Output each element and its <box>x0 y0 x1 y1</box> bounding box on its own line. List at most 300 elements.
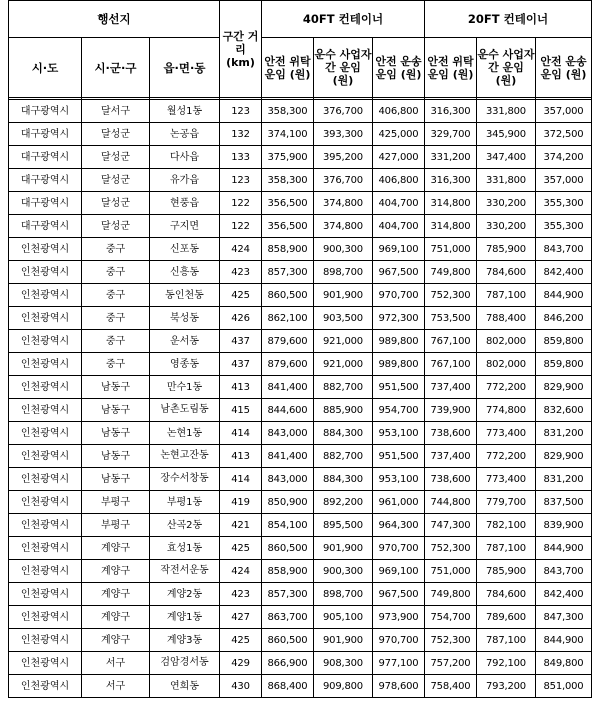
dong-cell: 유가읍 <box>150 169 220 192</box>
sigungu-cell: 계양구 <box>82 629 150 652</box>
sigungu-cell: 계양구 <box>82 606 150 629</box>
fare-20-safe-consign-cell: 752,300 <box>425 629 477 652</box>
fare-20-safe-consign-cell: 751,000 <box>425 238 477 261</box>
fare-40-safe-consign-cell: 375,900 <box>262 146 314 169</box>
table-row <box>9 376 592 399</box>
fare-40-carrier-cell: 885,900 <box>314 399 373 422</box>
fare-40-carrier-cell: 395,200 <box>314 146 373 169</box>
fare-20-safe-consign-cell: 738,600 <box>425 422 477 445</box>
fare-40-safe-transport-cell: 969,100 <box>373 238 425 261</box>
sigungu-cell: 중구 <box>82 238 150 261</box>
fare-20-safe-consign-cell: 752,300 <box>425 537 477 560</box>
fare-40-safe-consign-cell: 841,400 <box>262 445 314 468</box>
distance-cell: 425 <box>220 537 262 560</box>
distance-cell: 415 <box>220 399 262 422</box>
fare-20-safe-transport-cell: 842,400 <box>536 261 592 284</box>
fare-40-safe-transport-cell: 961,000 <box>373 491 425 514</box>
fare-20-safe-transport-cell: 851,000 <box>536 675 592 698</box>
fare-40-safe-consign-cell: 356,500 <box>262 192 314 215</box>
table-row <box>9 330 592 353</box>
header-row-1 <box>9 1 592 38</box>
table-row <box>9 353 592 376</box>
fare-40-carrier-cell: 898,700 <box>314 261 373 284</box>
sigungu-cell: 계양구 <box>82 583 150 606</box>
dong-cell: 운서동 <box>150 330 220 353</box>
sido-cell: 인천광역시 <box>9 353 82 376</box>
distance-cell: 437 <box>220 353 262 376</box>
fare-20-safe-transport-cell: 839,900 <box>536 514 592 537</box>
fare-20-safe-transport-cell: 844,900 <box>536 284 592 307</box>
fare-40-safe-consign-cell: 860,500 <box>262 537 314 560</box>
sido-cell: 인천광역시 <box>9 238 82 261</box>
fare-20-carrier-cell: 779,700 <box>477 491 536 514</box>
fare-40-safe-consign-cell: 879,600 <box>262 353 314 376</box>
sido-cell: 인천광역시 <box>9 514 82 537</box>
header-row-2 <box>9 38 592 98</box>
sido-cell: 대구광역시 <box>9 215 82 238</box>
fare-40-safe-transport-header: 안전 운송 운임 (원) <box>373 38 425 98</box>
distance-cell: 413 <box>220 445 262 468</box>
fare-20-safe-transport-cell: 829,900 <box>536 445 592 468</box>
table-row <box>9 468 592 491</box>
fare-40-carrier-cell: 376,700 <box>314 100 373 123</box>
fare-20-safe-consign-cell: 747,300 <box>425 514 477 537</box>
distance-cell: 421 <box>220 514 262 537</box>
fare-20-safe-consign-cell: 749,800 <box>425 583 477 606</box>
distance-cell: 133 <box>220 146 262 169</box>
fare-40-safe-consign-cell: 857,300 <box>262 261 314 284</box>
sido-cell: 인천광역시 <box>9 330 82 353</box>
sido-cell: 인천광역시 <box>9 583 82 606</box>
fare-20-carrier-cell: 793,200 <box>477 675 536 698</box>
fare-40-carrier-cell: 374,800 <box>314 215 373 238</box>
fare-20-safe-consign-cell: 753,500 <box>425 307 477 330</box>
distance-cell: 132 <box>220 123 262 146</box>
table-row <box>9 284 592 307</box>
sigungu-cell: 중구 <box>82 284 150 307</box>
fare-20-safe-consign-cell: 752,300 <box>425 284 477 307</box>
dong-cell: 영종동 <box>150 353 220 376</box>
dong-cell: 검암경서동 <box>150 652 220 675</box>
distance-cell: 430 <box>220 675 262 698</box>
fare-40-safe-transport-cell: 967,500 <box>373 261 425 284</box>
fare-40-carrier-cell: 884,300 <box>314 468 373 491</box>
fare-20-carrier-cell: 785,900 <box>477 560 536 583</box>
sigungu-cell: 중구 <box>82 307 150 330</box>
table-row <box>9 100 592 123</box>
distance-header: 구간 거리 (km) <box>220 1 262 98</box>
dong-cell: 현풍읍 <box>150 192 220 215</box>
fare-20-safe-transport-cell: 355,300 <box>536 192 592 215</box>
table-row <box>9 514 592 537</box>
sido-cell: 대구광역시 <box>9 192 82 215</box>
table-row <box>9 307 592 330</box>
dong-cell: 동인천동 <box>150 284 220 307</box>
fare-20-safe-consign-cell: 316,300 <box>425 100 477 123</box>
sigungu-cell: 부평구 <box>82 491 150 514</box>
table-row <box>9 445 592 468</box>
sigungu-cell: 달성군 <box>82 123 150 146</box>
fare-20-carrier-cell: 784,600 <box>477 261 536 284</box>
sido-cell: 대구광역시 <box>9 123 82 146</box>
fare-20-carrier-cell: 772,200 <box>477 445 536 468</box>
sigungu-header: 시·군·구 <box>82 38 150 98</box>
fare-20-safe-consign-cell: 314,800 <box>425 192 477 215</box>
fare-20-safe-transport-cell: 859,800 <box>536 330 592 353</box>
fare-20-safe-transport-cell: 837,500 <box>536 491 592 514</box>
fare-40-safe-consign-cell: 358,300 <box>262 100 314 123</box>
dong-cell: 구지면 <box>150 215 220 238</box>
fare-20-safe-transport-cell: 374,200 <box>536 146 592 169</box>
dong-cell: 계양2동 <box>150 583 220 606</box>
fare-20-carrier-cell: 802,000 <box>477 353 536 376</box>
fare-20-safe-transport-cell: 357,000 <box>536 100 592 123</box>
table-row <box>9 583 592 606</box>
fare-40-carrier-cell: 901,900 <box>314 284 373 307</box>
fare-40-safe-consign-cell: 866,900 <box>262 652 314 675</box>
table-row <box>9 169 592 192</box>
fare-20-carrier-cell: 773,400 <box>477 422 536 445</box>
fare-20-safe-consign-cell: 744,800 <box>425 491 477 514</box>
sido-cell: 인천광역시 <box>9 606 82 629</box>
fare-20-carrier-cell: 787,100 <box>477 284 536 307</box>
fare-20-safe-transport-cell: 843,700 <box>536 560 592 583</box>
sigungu-cell: 서구 <box>82 652 150 675</box>
dong-cell: 신흥동 <box>150 261 220 284</box>
fare-20-safe-consign-cell: 749,800 <box>425 261 477 284</box>
sido-cell: 대구광역시 <box>9 169 82 192</box>
fare-40-safe-transport-cell: 425,000 <box>373 123 425 146</box>
fare-40-safe-transport-cell: 404,700 <box>373 192 425 215</box>
fare-table-body <box>9 98 592 698</box>
fare-20-carrier-cell: 331,800 <box>477 100 536 123</box>
fare-40-safe-consign-cell: 860,500 <box>262 284 314 307</box>
fare-20-carrier-cell: 787,100 <box>477 537 536 560</box>
fare-20-safe-consign-cell: 758,400 <box>425 675 477 698</box>
distance-cell: 424 <box>220 560 262 583</box>
distance-cell: 123 <box>220 100 262 123</box>
fare-20-safe-consign-cell: 737,400 <box>425 445 477 468</box>
fare-40-carrier-cell: 895,500 <box>314 514 373 537</box>
sido-cell: 인천광역시 <box>9 376 82 399</box>
fare-20-safe-consign-cell: 767,100 <box>425 330 477 353</box>
fare-20-safe-consign-cell: 316,300 <box>425 169 477 192</box>
sigungu-cell: 중구 <box>82 330 150 353</box>
sido-cell: 인천광역시 <box>9 675 82 698</box>
fare-40-safe-transport-cell: 406,800 <box>373 100 425 123</box>
fare-40-safe-consign-cell: 854,100 <box>262 514 314 537</box>
fare-40-safe-transport-cell: 977,100 <box>373 652 425 675</box>
dong-cell: 논공읍 <box>150 123 220 146</box>
fare-40-safe-transport-cell: 969,100 <box>373 560 425 583</box>
table-row <box>9 629 592 652</box>
distance-cell: 423 <box>220 261 262 284</box>
fare-20-safe-transport-header: 안전 운송 운임 (원) <box>536 38 592 98</box>
fare-20-safe-transport-cell: 849,800 <box>536 652 592 675</box>
fare-40-safe-transport-cell: 951,500 <box>373 376 425 399</box>
sigungu-cell: 부평구 <box>82 514 150 537</box>
sigungu-cell: 달성군 <box>82 192 150 215</box>
dong-cell: 계양3동 <box>150 629 220 652</box>
table-row <box>9 491 592 514</box>
fare-20-safe-transport-cell: 829,900 <box>536 376 592 399</box>
fare-20-safe-transport-cell: 844,900 <box>536 629 592 652</box>
sido-cell: 인천광역시 <box>9 652 82 675</box>
fare-40-safe-consign-cell: 858,900 <box>262 560 314 583</box>
sido-cell: 인천광역시 <box>9 468 82 491</box>
table-row <box>9 123 592 146</box>
sido-cell: 인천광역시 <box>9 445 82 468</box>
fare-20-safe-consign-cell: 754,700 <box>425 606 477 629</box>
fare-40-safe-transport-cell: 970,700 <box>373 629 425 652</box>
fare-40-carrier-cell: 898,700 <box>314 583 373 606</box>
sigungu-cell: 달서구 <box>82 100 150 123</box>
sido-cell: 인천광역시 <box>9 629 82 652</box>
sido-header: 시·도 <box>9 38 82 98</box>
dong-cell: 다사읍 <box>150 146 220 169</box>
sido-cell: 인천광역시 <box>9 491 82 514</box>
dong-cell: 연희동 <box>150 675 220 698</box>
fare-40-carrier-cell: 901,900 <box>314 537 373 560</box>
fare-40-carrier-cell: 908,300 <box>314 652 373 675</box>
fare-40-safe-transport-cell: 406,800 <box>373 169 425 192</box>
fare-40-safe-transport-cell: 964,300 <box>373 514 425 537</box>
fare-20-safe-transport-cell: 844,900 <box>536 537 592 560</box>
fare-20-safe-consign-header: 안전 위탁 운임 (원) <box>425 38 477 98</box>
fare-40-safe-transport-cell: 954,700 <box>373 399 425 422</box>
sigungu-cell: 중구 <box>82 353 150 376</box>
fare-40-safe-transport-cell: 973,900 <box>373 606 425 629</box>
sido-cell: 인천광역시 <box>9 399 82 422</box>
route-group-header: 행선지 <box>9 1 220 38</box>
fare-20-carrier-cell: 785,900 <box>477 238 536 261</box>
fare-40-safe-consign-cell: 374,100 <box>262 123 314 146</box>
fare-20-carrier-header: 운수 사업자 간 운임 (원) <box>477 38 536 98</box>
fare-20-carrier-cell: 772,200 <box>477 376 536 399</box>
fare-40-carrier-cell: 374,800 <box>314 192 373 215</box>
fare-40-safe-consign-header: 안전 위탁 운임 (원) <box>262 38 314 98</box>
fare-20-safe-consign-cell: 738,600 <box>425 468 477 491</box>
dong-cell: 만수1동 <box>150 376 220 399</box>
distance-cell: 123 <box>220 169 262 192</box>
table-row <box>9 652 592 675</box>
table-row <box>9 261 592 284</box>
table-row <box>9 399 592 422</box>
fare-20-safe-consign-cell: 331,200 <box>425 146 477 169</box>
fare-20-carrier-cell: 347,400 <box>477 146 536 169</box>
fare-20-carrier-cell: 773,400 <box>477 468 536 491</box>
fare-20-carrier-cell: 802,000 <box>477 330 536 353</box>
dong-cell: 작전서운동 <box>150 560 220 583</box>
fare-40-safe-transport-cell: 978,600 <box>373 675 425 698</box>
fare-40-carrier-cell: 905,100 <box>314 606 373 629</box>
distance-cell: 427 <box>220 606 262 629</box>
fare-20-carrier-cell: 787,100 <box>477 629 536 652</box>
fare-40-carrier-cell: 900,300 <box>314 560 373 583</box>
fare-20-carrier-cell: 345,900 <box>477 123 536 146</box>
sido-cell: 인천광역시 <box>9 307 82 330</box>
table-row <box>9 146 592 169</box>
fare-40-carrier-cell: 921,000 <box>314 353 373 376</box>
dong-cell: 계양1동 <box>150 606 220 629</box>
fare-40-safe-transport-cell: 989,800 <box>373 330 425 353</box>
fare-20-safe-transport-cell: 842,400 <box>536 583 592 606</box>
fare-40-safe-transport-cell: 970,700 <box>373 537 425 560</box>
fare-20-safe-transport-cell: 355,300 <box>536 215 592 238</box>
fare-20-safe-consign-cell: 314,800 <box>425 215 477 238</box>
sigungu-cell: 계양구 <box>82 560 150 583</box>
fare-40-safe-consign-cell: 868,400 <box>262 675 314 698</box>
fare-40-carrier-header: 운수 사업자 간 운임 (원) <box>314 38 373 98</box>
distance-cell: 122 <box>220 192 262 215</box>
fare-40-carrier-cell: 884,300 <box>314 422 373 445</box>
dong-cell: 산곡2동 <box>150 514 220 537</box>
fare-20-safe-transport-cell: 831,200 <box>536 468 592 491</box>
table-row <box>9 537 592 560</box>
dong-cell: 효성1동 <box>150 537 220 560</box>
distance-cell: 414 <box>220 468 262 491</box>
fare-20-carrier-cell: 784,600 <box>477 583 536 606</box>
fare-40-carrier-cell: 903,500 <box>314 307 373 330</box>
fare-20-safe-transport-cell: 843,700 <box>536 238 592 261</box>
fare-20-safe-transport-cell: 372,500 <box>536 123 592 146</box>
dong-cell: 논현고잔동 <box>150 445 220 468</box>
distance-cell: 122 <box>220 215 262 238</box>
fare-20-carrier-cell: 782,100 <box>477 514 536 537</box>
sigungu-cell: 계양구 <box>82 537 150 560</box>
distance-cell: 424 <box>220 238 262 261</box>
fare-40-carrier-cell: 900,300 <box>314 238 373 261</box>
fare-20-carrier-cell: 774,800 <box>477 399 536 422</box>
fare-20-safe-consign-cell: 757,200 <box>425 652 477 675</box>
fare-20-safe-transport-cell: 832,600 <box>536 399 592 422</box>
fare-40-safe-transport-cell: 967,500 <box>373 583 425 606</box>
fare-40-carrier-cell: 882,700 <box>314 376 373 399</box>
sido-cell: 대구광역시 <box>9 146 82 169</box>
distance-cell: 423 <box>220 583 262 606</box>
fare-table <box>8 0 592 698</box>
dong-cell: 논현1동 <box>150 422 220 445</box>
dong-cell: 북성동 <box>150 307 220 330</box>
fare-40-safe-transport-cell: 953,100 <box>373 422 425 445</box>
fare-20-safe-consign-cell: 739,900 <box>425 399 477 422</box>
sigungu-cell: 남동구 <box>82 399 150 422</box>
table-row <box>9 192 592 215</box>
fare-20-carrier-cell: 792,100 <box>477 652 536 675</box>
fare-40-safe-transport-cell: 951,500 <box>373 445 425 468</box>
distance-cell: 425 <box>220 284 262 307</box>
fare-20-carrier-cell: 331,800 <box>477 169 536 192</box>
fare-20-safe-transport-cell: 357,000 <box>536 169 592 192</box>
fare-20-safe-consign-cell: 329,700 <box>425 123 477 146</box>
distance-cell: 419 <box>220 491 262 514</box>
distance-cell: 437 <box>220 330 262 353</box>
fare-40-carrier-cell: 901,900 <box>314 629 373 652</box>
fare-40-safe-transport-cell: 953,100 <box>373 468 425 491</box>
fare-20-safe-consign-cell: 751,000 <box>425 560 477 583</box>
dong-cell: 장수서창동 <box>150 468 220 491</box>
fare-40-carrier-cell: 921,000 <box>314 330 373 353</box>
sido-cell: 인천광역시 <box>9 284 82 307</box>
container-40-header: 40FT 컨테이너 <box>262 1 425 38</box>
sigungu-cell: 달성군 <box>82 146 150 169</box>
sigungu-cell: 남동구 <box>82 376 150 399</box>
container-20-header: 20FT 컨테이너 <box>425 1 592 38</box>
fare-20-safe-consign-cell: 767,100 <box>425 353 477 376</box>
eupmyeondong-header: 읍·면·동 <box>150 38 220 98</box>
fare-40-safe-consign-cell: 863,700 <box>262 606 314 629</box>
table-row <box>9 422 592 445</box>
fare-20-safe-transport-cell: 859,800 <box>536 353 592 376</box>
sigungu-cell: 남동구 <box>82 422 150 445</box>
fare-40-safe-consign-cell: 844,600 <box>262 399 314 422</box>
fare-40-safe-transport-cell: 427,000 <box>373 146 425 169</box>
dong-cell: 월성1동 <box>150 100 220 123</box>
fare-20-carrier-cell: 330,200 <box>477 215 536 238</box>
fare-40-safe-consign-cell: 879,600 <box>262 330 314 353</box>
distance-cell: 425 <box>220 629 262 652</box>
fare-20-carrier-cell: 330,200 <box>477 192 536 215</box>
table-row <box>9 675 592 698</box>
sigungu-cell: 남동구 <box>82 468 150 491</box>
sigungu-cell: 달성군 <box>82 215 150 238</box>
sido-cell: 대구광역시 <box>9 100 82 123</box>
fare-40-safe-consign-cell: 843,000 <box>262 468 314 491</box>
table-row <box>9 215 592 238</box>
fare-40-safe-transport-cell: 970,700 <box>373 284 425 307</box>
fare-40-safe-consign-cell: 850,900 <box>262 491 314 514</box>
fare-40-safe-consign-cell: 356,500 <box>262 215 314 238</box>
fare-20-safe-transport-cell: 847,300 <box>536 606 592 629</box>
sido-cell: 인천광역시 <box>9 537 82 560</box>
fare-40-carrier-cell: 882,700 <box>314 445 373 468</box>
sigungu-cell: 남동구 <box>82 445 150 468</box>
fare-40-safe-consign-cell: 862,100 <box>262 307 314 330</box>
fare-40-safe-consign-cell: 843,000 <box>262 422 314 445</box>
dong-cell: 신포동 <box>150 238 220 261</box>
fare-40-safe-transport-cell: 972,300 <box>373 307 425 330</box>
fare-40-safe-consign-cell: 841,400 <box>262 376 314 399</box>
distance-cell: 413 <box>220 376 262 399</box>
table-row <box>9 606 592 629</box>
distance-cell: 429 <box>220 652 262 675</box>
fare-20-safe-consign-cell: 737,400 <box>425 376 477 399</box>
sido-cell: 인천광역시 <box>9 261 82 284</box>
fare-40-safe-consign-cell: 860,500 <box>262 629 314 652</box>
sido-cell: 인천광역시 <box>9 560 82 583</box>
fare-40-carrier-cell: 909,800 <box>314 675 373 698</box>
table-row <box>9 238 592 261</box>
fare-20-safe-transport-cell: 831,200 <box>536 422 592 445</box>
sigungu-cell: 중구 <box>82 261 150 284</box>
table-row <box>9 560 592 583</box>
fare-20-carrier-cell: 789,600 <box>477 606 536 629</box>
fare-40-safe-consign-cell: 857,300 <box>262 583 314 606</box>
fare-40-safe-consign-cell: 858,900 <box>262 238 314 261</box>
sigungu-cell: 달성군 <box>82 169 150 192</box>
fare-20-safe-transport-cell: 846,200 <box>536 307 592 330</box>
sigungu-cell: 서구 <box>82 675 150 698</box>
fare-40-carrier-cell: 376,700 <box>314 169 373 192</box>
dong-cell: 부평1동 <box>150 491 220 514</box>
fare-20-carrier-cell: 788,400 <box>477 307 536 330</box>
distance-cell: 426 <box>220 307 262 330</box>
fare-40-carrier-cell: 892,200 <box>314 491 373 514</box>
fare-40-carrier-cell: 393,300 <box>314 123 373 146</box>
dong-cell: 남촌도림동 <box>150 399 220 422</box>
fare-40-safe-transport-cell: 989,800 <box>373 353 425 376</box>
distance-cell: 414 <box>220 422 262 445</box>
